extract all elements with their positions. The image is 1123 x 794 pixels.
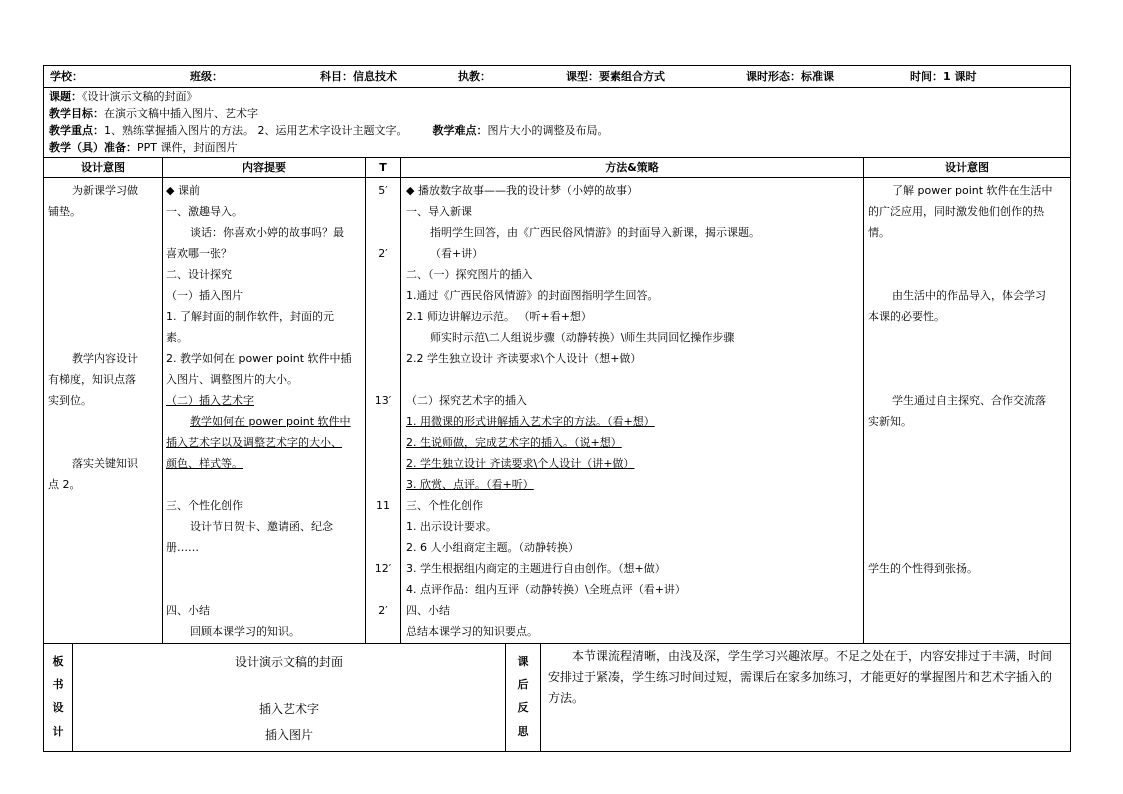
method-line: （看+讲） — [430, 247, 484, 260]
content-line: 册…… — [166, 541, 199, 554]
design-left-line: 实到位。 — [48, 394, 92, 407]
method-line: 2.2 学生独立设计 齐读要求\个人设计（想+做） — [406, 352, 642, 365]
board-label: 板 书 设 计 — [52, 655, 64, 738]
method-line: ◆ 播放数字故事——我的设计梦（小婷的故事） — [406, 184, 638, 197]
method-line: （二）探究艺术字的插入 — [406, 394, 527, 407]
time-value: 12′ — [374, 562, 392, 575]
method-line: 四、小结 — [406, 604, 450, 617]
method-line: 2. 6 人小组商定主题。（动静转换） — [406, 541, 579, 554]
method-line: 2. 生说师做，完成艺术字的插入。（说+想） — [406, 436, 622, 449]
difficulty-label: 教学难点： — [432, 124, 488, 137]
school-field: 学校： — [50, 70, 83, 83]
board-divider-3 — [540, 643, 541, 751]
content-line: 二、设计探究 — [166, 268, 232, 281]
method-line: 3. 欣赏、点评。（看+听） — [406, 478, 534, 491]
method-line: 二、（一）探究图片的插入 — [406, 268, 533, 281]
method-line: 一、导入新课 — [406, 205, 472, 218]
content-line: （二）插入艺术字 — [166, 394, 254, 407]
class-field: 班级： — [190, 70, 223, 83]
content-line: 插入艺术字以及调整艺术字的大小、 — [166, 436, 342, 449]
method-line: 2. 学生独立设计 齐读要求\个人设计（讲+做） — [406, 457, 635, 470]
method-line: 1. 出示设计要求。 — [406, 520, 497, 533]
method-line: 1. 用微课的形式讲解插入艺术字的方法。（看+想） — [406, 415, 655, 428]
rule-info — [44, 157, 1070, 158]
teacher-field: 执教： — [458, 70, 491, 83]
content-line: 素。 — [166, 331, 188, 344]
content-line: 回顾本课学习的知识。 — [190, 625, 300, 638]
content-line: 谈话：你喜欢小婷的故事吗？最 — [190, 226, 344, 239]
content-line: 教学如何在 power point 软件中 — [190, 415, 351, 428]
design-right-line: 学生通过自主探究、合作交流落 — [892, 394, 1046, 407]
design-left-line: 铺垫。 — [48, 205, 81, 218]
content-line: （一）插入图片 — [166, 289, 243, 302]
content-line: 三、个性化创作 — [166, 499, 243, 512]
content-line: ◆ 课前 — [166, 184, 200, 197]
board-line-1: 插入艺术字 — [258, 702, 319, 716]
topic-line — [49, 90, 198, 104]
design-right-line: 由生活中的作品导入，体会学习 — [892, 289, 1046, 302]
time-value: 13′ — [374, 394, 392, 407]
rule-header — [44, 87, 1070, 88]
rule-body — [44, 643, 1070, 644]
board-title: 设计演示文稿的封面 — [234, 655, 343, 669]
reflection-text: 本节课流程清晰，由浅及深，学生学习兴趣浓厚。不足之处在于，内容安排过于丰满，时间安排过于紧凑，学生练习时间过短，需课后在家多加练习，才能更好的掌握图片和艺术字插入的方法。 — [548, 649, 1053, 705]
goal-value: 在演示文稿中插入图片、艺术字 — [104, 107, 258, 120]
time-field: 时间：1 课时 — [910, 70, 977, 83]
topic-value: 《设计演示文稿的封面》 — [82, 90, 198, 103]
design-right-line: 的广泛应用，同时激发他们创作的热 — [868, 205, 1044, 218]
method-line: 4. 点评作品：组内互评（动静转换）\全班点评（看+讲） — [406, 583, 686, 596]
goal-line — [49, 107, 258, 121]
design-right-line: 情。 — [868, 226, 890, 239]
content-line: 设计节日贺卡、邀请函、纪念 — [190, 520, 333, 533]
content-line: 2. 教学如何在 power point 软件中插 — [166, 352, 352, 365]
method-line: 指明学生回答，由《广西民俗风情游》的封面导入新课，揭示课题。 — [430, 226, 760, 239]
method-line: 三、个性化创作 — [406, 499, 483, 512]
time-value: 5′ — [378, 184, 388, 197]
col-header-design-right: 设计意图 — [945, 161, 989, 174]
col-divider-1 — [162, 157, 163, 643]
design-right-line: 了解 power point 软件在生活中 — [892, 184, 1053, 197]
col-header-time: T — [379, 161, 387, 174]
design-right-line: 本课的必要性。 — [868, 310, 945, 323]
design-left-cell — [48, 180, 160, 495]
content-line: 入图片、调整图片的大小。 — [166, 373, 298, 386]
lesson-plan-table — [43, 65, 1071, 752]
design-left-line: 落实关键知识 — [72, 457, 138, 470]
design-right-cell — [868, 180, 1068, 579]
design-left-line: 为新课学习做 — [72, 184, 138, 197]
topic-label: 课题： — [49, 90, 82, 103]
col-header-design-left: 设计意图 — [81, 161, 125, 174]
design-left-line: 点 2。 — [48, 478, 81, 491]
time-value: 2′ — [378, 604, 388, 617]
content-line: 颜色、样式等。 — [166, 457, 243, 470]
tools-value: PPT 课件，封面图片 — [137, 141, 238, 154]
tools-label: 教学（具）准备： — [49, 141, 137, 154]
design-right-line: 实新知。 — [868, 415, 912, 428]
content-cell — [166, 180, 362, 642]
design-left-line: 教学内容设计 — [72, 352, 138, 365]
key-label: 教学重点： — [49, 124, 104, 137]
design-right-line: 学生的个性得到张扬。 — [868, 562, 978, 575]
content-line: 喜欢哪一张？ — [166, 247, 232, 260]
method-line: 师实时示范\二人组说步骤（动静转换）\师生共同回忆操作步骤 — [430, 331, 735, 344]
content-line: 1. 了解封面的制作软件，封面的元 — [166, 310, 334, 323]
method-line: 3. 学生根据组内商定的主题进行自由创作。（想+做） — [406, 562, 666, 575]
key-line — [49, 124, 609, 138]
col-header-content: 内容提要 — [242, 161, 286, 174]
method-line: 1.通过《广西民俗风情游》的封面图指明学生回答。 — [406, 289, 659, 302]
tools-line — [49, 141, 237, 155]
difficulty-value: 图片大小的调整及布局。 — [487, 124, 609, 137]
content-line: 一、激趣导入。 — [166, 205, 243, 218]
method-line: 总结本课学习的知识要点。 — [406, 625, 538, 638]
key-value: 1、熟练掌握插入图片的方法。 2、运用艺术字设计主题文字。 — [104, 124, 408, 137]
design-left-line: 有梯度，知识点落 — [48, 373, 136, 386]
goal-label: 教学目标： — [49, 107, 104, 120]
board-line-2: 插入图片 — [264, 728, 313, 742]
col-header-method: 方法&策略 — [605, 161, 659, 174]
rule-columns — [44, 177, 1070, 178]
time-value: 11 — [376, 499, 390, 512]
col-divider-4 — [863, 157, 864, 643]
time-value: 2′ — [378, 247, 388, 260]
reflection-label: 课 后 反 思 — [517, 655, 529, 738]
method-line: 2.1 师边讲解边示范。 （听+看+想） — [406, 310, 592, 323]
lesson-form-field: 课时形态：标准课 — [746, 70, 834, 83]
subject-field: 科目：信息技术 — [320, 70, 397, 83]
col-divider-3 — [400, 157, 401, 643]
method-cell — [406, 180, 860, 642]
content-line: 四、小结 — [166, 604, 210, 617]
lesson-type-field: 课型：要素组合方式 — [566, 70, 665, 83]
